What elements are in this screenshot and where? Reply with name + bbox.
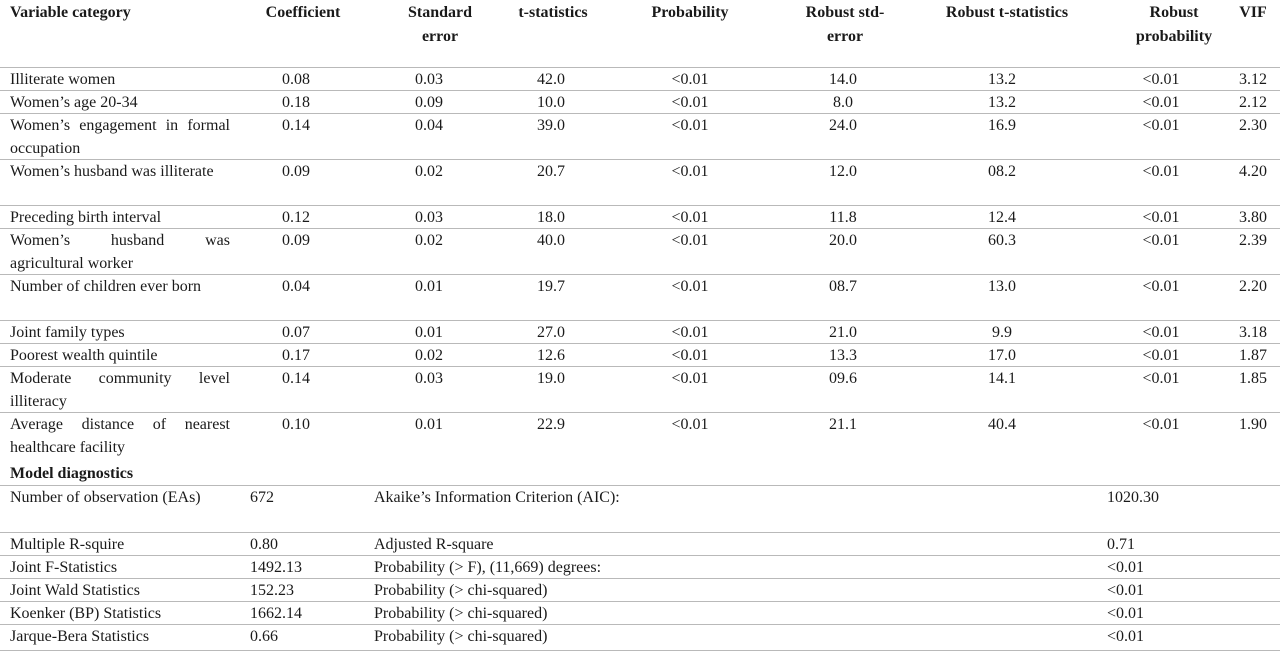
- probability-cell: <0.01: [671, 94, 709, 111]
- header-robust-probability: Robust probability: [1135, 4, 1213, 45]
- standard-error-cell: 0.01: [415, 324, 443, 341]
- t-statistics-cell: 10.0: [537, 94, 565, 111]
- robust-t-statistics-cell: 14.1: [988, 370, 1016, 387]
- diagnostics-row: [0, 578, 1280, 602]
- variable-label: Poorest wealth quintile: [10, 347, 158, 364]
- coefficient-cell: 0.12: [282, 209, 310, 226]
- probability-cell: <0.01: [671, 278, 709, 295]
- diagnostic-value: 152.23: [250, 582, 294, 599]
- table-row: [0, 90, 1280, 114]
- diagnostic-stat-label: Adjusted R-square: [374, 536, 494, 553]
- diagnostic-value: 1662.14: [250, 605, 302, 622]
- diagnostic-label: Koenker (BP) Statistics: [10, 605, 162, 622]
- t-statistics-cell: 40.0: [537, 232, 565, 249]
- robust-t-statistics-cell: 17.0: [988, 347, 1016, 364]
- robust-std-error-cell: 14.0: [829, 71, 857, 88]
- robust-t-statistics-cell: 13.0: [988, 278, 1016, 295]
- diagnostic-stat-label: Probability (> chi-squared): [374, 628, 548, 645]
- t-statistics-cell: 22.9: [537, 416, 565, 433]
- standard-error-cell: 0.09: [415, 94, 443, 111]
- t-statistics-cell: 12.6: [537, 347, 565, 364]
- robust-probability-cell: <0.01: [1142, 324, 1180, 341]
- variable-label: Women’s husband was illiterate: [10, 163, 214, 180]
- diagnostic-label: Jarque-Bera Statistics: [10, 628, 150, 645]
- vif-cell: 3.12: [1239, 71, 1267, 88]
- diagnostics-row: [0, 555, 1280, 579]
- variable-label: Women’s engagement in formal occupation: [10, 117, 230, 157]
- diagnostic-stat-value: <0.01: [1107, 628, 1145, 645]
- coefficient-cell: 0.07: [282, 324, 310, 341]
- diagnostic-stat-value: <0.01: [1107, 605, 1145, 622]
- diagnostics-row: [0, 532, 1280, 556]
- header-t-statistics: t-statistics: [518, 4, 588, 21]
- probability-cell: <0.01: [671, 370, 709, 387]
- diagnostics-row: [0, 624, 1280, 650]
- robust-probability-cell: <0.01: [1142, 71, 1180, 88]
- vif-cell: 1.85: [1239, 370, 1267, 387]
- header-probability: Probability: [651, 4, 729, 21]
- diagnostic-value: 0.66: [250, 628, 278, 645]
- header-coefficient: Coefficient: [265, 4, 341, 21]
- table-row: [0, 113, 1280, 160]
- diagnostics-heading: Model diagnostics: [10, 465, 134, 482]
- diagnostic-stat-value: 1020.30: [1107, 489, 1159, 506]
- t-statistics-cell: 42.0: [537, 71, 565, 88]
- variable-label: Women’s age 20-34: [10, 94, 138, 111]
- diagnostic-stat-value: <0.01: [1107, 582, 1145, 599]
- robust-std-error-cell: 20.0: [829, 232, 857, 249]
- t-statistics-cell: 20.7: [537, 163, 565, 180]
- vif-cell: 1.90: [1239, 416, 1267, 433]
- header-robust-t-statistics: Robust t-statistics: [945, 4, 1069, 21]
- vif-cell: 3.18: [1239, 324, 1267, 341]
- standard-error-cell: 0.04: [415, 117, 443, 134]
- table-row: [0, 159, 1280, 206]
- standard-error-cell: 0.03: [415, 209, 443, 226]
- diagnostic-label: Joint F-Statistics: [10, 559, 118, 576]
- table-row: [0, 205, 1280, 229]
- robust-std-error-cell: 09.6: [829, 370, 857, 387]
- header-standard-error: Standard error: [407, 4, 473, 45]
- standard-error-cell: 0.03: [415, 71, 443, 88]
- vif-cell: 3.80: [1239, 209, 1267, 226]
- robust-std-error-cell: 12.0: [829, 163, 857, 180]
- diagnostics-heading-row: [0, 462, 1280, 486]
- robust-std-error-cell: 21.0: [829, 324, 857, 341]
- standard-error-cell: 0.01: [415, 278, 443, 295]
- variable-label: Women’s husband was agricultural worker: [10, 232, 230, 272]
- diagnostic-stat-label: Probability (> F), (11,669) degrees:: [374, 559, 602, 576]
- vif-cell: 2.39: [1239, 232, 1267, 249]
- robust-t-statistics-cell: 13.2: [988, 94, 1016, 111]
- coefficient-cell: 0.18: [282, 94, 310, 111]
- robust-probability-cell: <0.01: [1142, 278, 1180, 295]
- diagnostics-row: [0, 485, 1280, 533]
- standard-error-cell: 0.02: [415, 163, 443, 180]
- diagnostic-label: Joint Wald Statistics: [10, 582, 140, 599]
- header-robust-std-error: Robust std-error: [805, 4, 885, 45]
- robust-t-statistics-cell: 9.9: [992, 324, 1012, 341]
- table-row: [0, 67, 1280, 91]
- standard-error-cell: 0.03: [415, 370, 443, 387]
- t-statistics-cell: 27.0: [537, 324, 565, 341]
- table-row: [0, 320, 1280, 344]
- table-row: [0, 412, 1280, 461]
- t-statistics-cell: 39.0: [537, 117, 565, 134]
- table-row: [0, 228, 1280, 275]
- variable-label: Illiterate women: [10, 71, 116, 88]
- t-statistics-cell: 19.7: [537, 278, 565, 295]
- diagnostic-stat-value: <0.01: [1107, 559, 1145, 576]
- coefficient-cell: 0.09: [282, 163, 310, 180]
- vif-cell: 1.87: [1239, 347, 1267, 364]
- diagnostic-value: 1492.13: [250, 559, 302, 576]
- t-statistics-cell: 19.0: [537, 370, 565, 387]
- probability-cell: <0.01: [671, 324, 709, 341]
- diagnostic-value: 0.80: [250, 536, 278, 553]
- robust-probability-cell: <0.01: [1142, 94, 1180, 111]
- robust-std-error-cell: 24.0: [829, 117, 857, 134]
- diagnostic-stat-label: Akaike’s Information Criterion (AIC):: [374, 489, 620, 506]
- diagnostics-row: [0, 601, 1280, 625]
- t-statistics-cell: 18.0: [537, 209, 565, 226]
- robust-t-statistics-cell: 40.4: [988, 416, 1016, 433]
- standard-error-cell: 0.02: [415, 232, 443, 249]
- variable-label: Joint family types: [10, 324, 125, 341]
- robust-t-statistics-cell: 08.2: [988, 163, 1016, 180]
- coefficient-cell: 0.10: [282, 416, 310, 433]
- table-row: [0, 366, 1280, 413]
- vif-cell: 2.30: [1239, 117, 1267, 134]
- probability-cell: <0.01: [671, 71, 709, 88]
- diagnostic-stat-label: Probability (> chi-squared): [374, 605, 548, 622]
- vif-cell: 2.12: [1239, 94, 1267, 111]
- robust-probability-cell: <0.01: [1142, 416, 1180, 433]
- robust-t-statistics-cell: 12.4: [988, 209, 1016, 226]
- robust-t-statistics-cell: 13.2: [988, 71, 1016, 88]
- diagnostic-stat-value: 0.71: [1107, 536, 1135, 553]
- robust-probability-cell: <0.01: [1142, 209, 1180, 226]
- robust-probability-cell: <0.01: [1142, 232, 1180, 249]
- coefficient-cell: 0.09: [282, 232, 310, 249]
- variable-label: Preceding birth interval: [10, 209, 162, 226]
- robust-t-statistics-cell: 60.3: [988, 232, 1016, 249]
- robust-t-statistics-cell: 16.9: [988, 117, 1016, 134]
- table-row: [0, 343, 1280, 367]
- variable-label: Average distance of nearest healthcare facility: [10, 416, 230, 456]
- probability-cell: <0.01: [671, 347, 709, 364]
- robust-probability-cell: <0.01: [1142, 163, 1180, 180]
- robust-std-error-cell: 21.1: [829, 416, 857, 433]
- robust-std-error-cell: 8.0: [833, 94, 853, 111]
- coefficient-cell: 0.08: [282, 71, 310, 88]
- table-header: [0, 0, 1280, 68]
- header-variable-category: Variable category: [10, 4, 131, 21]
- robust-probability-cell: <0.01: [1142, 117, 1180, 134]
- coefficient-cell: 0.14: [282, 117, 310, 134]
- probability-cell: <0.01: [671, 163, 709, 180]
- diagnostic-value: 672: [250, 489, 274, 506]
- diagnostic-stat-label: Probability (> chi-squared): [374, 582, 548, 599]
- probability-cell: <0.01: [671, 117, 709, 134]
- coefficient-cell: 0.17: [282, 347, 310, 364]
- table-row: [0, 274, 1280, 321]
- probability-cell: <0.01: [671, 232, 709, 249]
- robust-std-error-cell: 13.3: [829, 347, 857, 364]
- standard-error-cell: 0.01: [415, 416, 443, 433]
- robust-std-error-cell: 11.8: [829, 209, 857, 226]
- robust-std-error-cell: 08.7: [829, 278, 857, 295]
- standard-error-cell: 0.02: [415, 347, 443, 364]
- coefficient-cell: 0.14: [282, 370, 310, 387]
- variable-label: Number of children ever born: [10, 278, 202, 295]
- robust-probability-cell: <0.01: [1142, 370, 1180, 387]
- robust-probability-cell: <0.01: [1142, 347, 1180, 364]
- probability-cell: <0.01: [671, 416, 709, 433]
- vif-cell: 4.20: [1239, 163, 1267, 180]
- coefficient-cell: 0.04: [282, 278, 310, 295]
- header-vif: VIF: [1239, 4, 1267, 21]
- diagnostic-label: Number of observation (EAs): [10, 489, 201, 506]
- diagnostic-label: Multiple R-squire: [10, 536, 125, 553]
- variable-label: Moderate community level illiteracy: [10, 370, 230, 410]
- vif-cell: 2.20: [1239, 278, 1267, 295]
- probability-cell: <0.01: [671, 209, 709, 226]
